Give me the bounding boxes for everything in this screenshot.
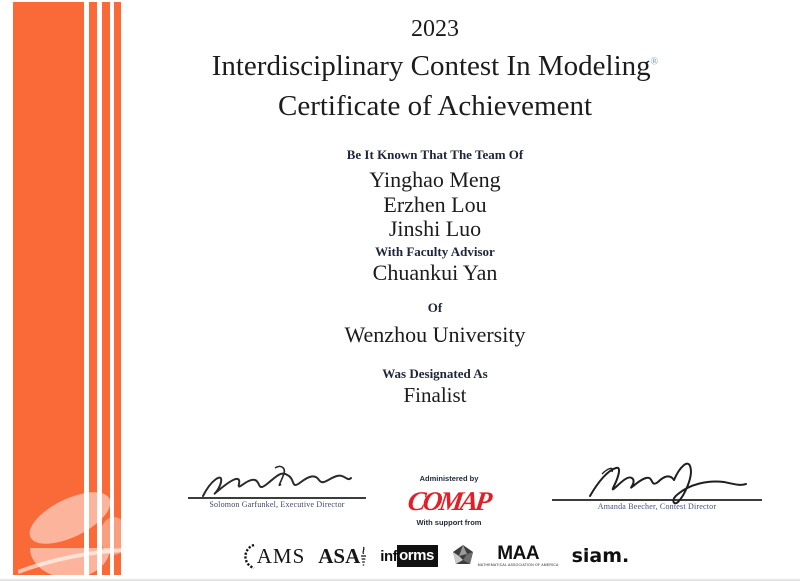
ams-laurel-icon — [241, 543, 256, 570]
designation-value: Finalist — [403, 383, 467, 407]
registered-trademark: ® — [650, 56, 659, 68]
team-member-3: Jinshi Luo — [388, 216, 482, 241]
siam-logo — [572, 545, 630, 567]
signature-line — [188, 497, 366, 499]
support-from-label: With support from — [416, 518, 482, 527]
comap-logo: COMAP — [406, 486, 492, 516]
certificate-subtitle: Certificate of Achievement — [277, 90, 593, 122]
advisor-name: Chuankui Yan — [372, 260, 498, 285]
administration-block — [391, 474, 507, 527]
contest-director-signature-block — [552, 456, 762, 511]
designation-label: Was Designated As — [382, 366, 488, 381]
executive-director-caption: Solomon Garfunkel, Executive Director — [209, 500, 345, 509]
maa-caption: MATHEMATICAL ASSOCIATION OF AMERICA — [477, 563, 559, 568]
maa-text-block — [478, 544, 559, 568]
ams-label: AMS — [256, 543, 306, 568]
administered-by-label: Administered by — [419, 474, 479, 483]
contest-director-caption: Amanda Beecher, Contest Director — [597, 502, 717, 511]
signature-line — [552, 499, 762, 501]
maa-polyhedron-icon — [451, 544, 475, 568]
asa-logo — [318, 544, 367, 569]
team-member-1: Yinghao Meng — [369, 167, 501, 192]
sponsor-logos-row — [130, 541, 740, 571]
certificate-year: 2023 — [411, 16, 459, 42]
informs-suffix: orms — [397, 545, 438, 567]
of-label: Of — [427, 300, 443, 315]
siam-label: siam. — [571, 545, 630, 567]
title-text: Interdisciplinary Contest In Modeling — [211, 50, 651, 82]
asa-torch-icon — [360, 545, 367, 567]
informs-prefix: inf — [380, 547, 398, 565]
institution-name: Wenzhou University — [344, 322, 526, 347]
maa-logo — [451, 544, 559, 568]
certificate-title — [130, 50, 740, 83]
ams-logo — [241, 543, 306, 570]
asa-label: ASA — [318, 543, 361, 568]
team-member-2: Erzhen Lou — [383, 192, 487, 217]
team-intro-label: Be It Known That The Team Of — [346, 147, 524, 162]
informs-logo — [380, 545, 438, 567]
executive-director-signature-block — [188, 460, 366, 509]
maa-label: MAA — [497, 543, 540, 565]
advisor-label: With Faculty Advisor — [375, 244, 495, 259]
